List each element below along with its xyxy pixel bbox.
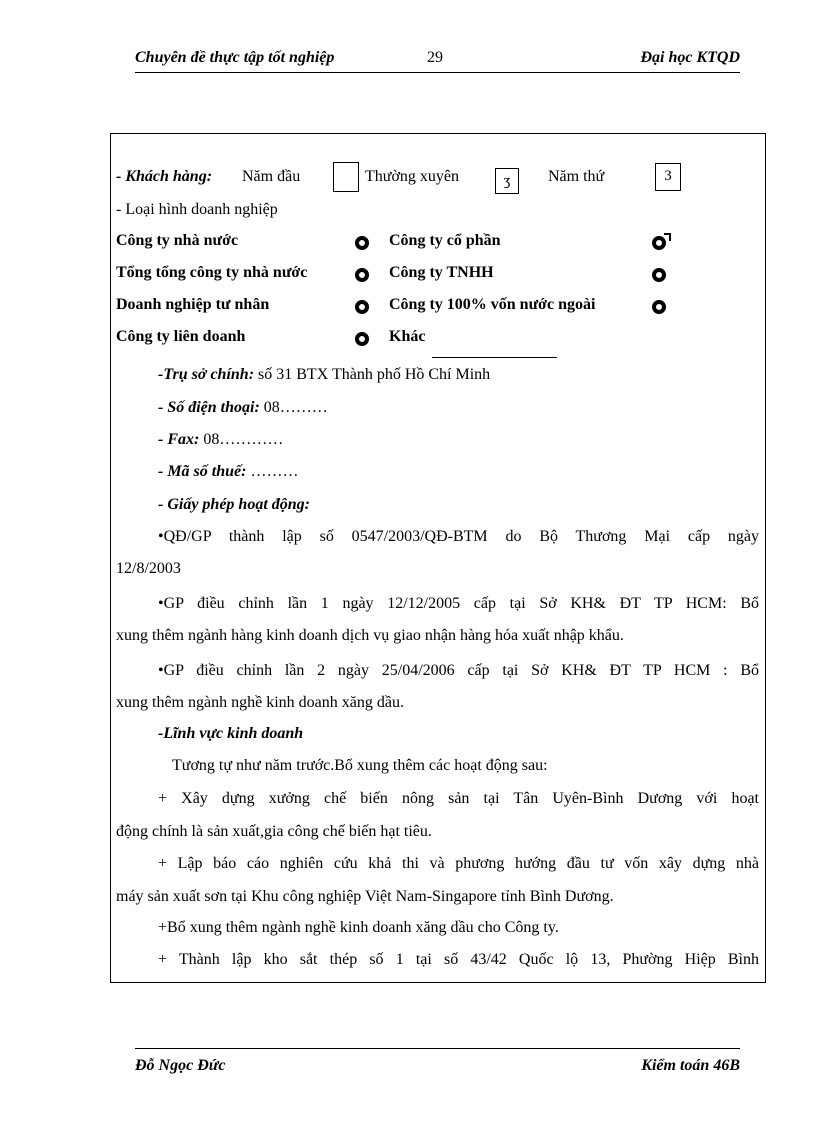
phone-label: - Số điện thoại: — [158, 399, 260, 416]
phone-value: 08……… — [259, 399, 328, 416]
license-3-line-2: xung thêm ngành nghề kinh doanh xăng dầu. — [116, 694, 404, 711]
option-joint-stock: Công ty cổ phần — [389, 232, 501, 249]
business-item-1-line-1: + Xây dựng xưởng chế biến nông sản tại Tân Uyên-Bình Dương với hoạt — [158, 790, 759, 807]
license-1-line-1: •QĐ/GP thành lập số 0547/2003/QĐ-BTM do Bộ Thương Mại cấp ngày — [158, 528, 759, 545]
business-item-2-line-1: + Lập báo cáo nghiên cứu khả thi và phương hướng đầu tư vốn xây dựng nhà — [158, 855, 759, 872]
option-foreign: Công ty 100% vốn nước ngoài — [389, 296, 596, 313]
business-label: -Lĩnh vực kinh doanh — [158, 725, 304, 742]
option-other: Khác — [389, 328, 426, 345]
header-university: Đại học KTQD — [640, 49, 740, 66]
regular-label: Thường xuyên — [365, 168, 460, 185]
business-item-2-line-2: máy sản xuất sơn tại Khu công nghiệp Việt Nam-Singapore tỉnh Bình Dương. — [116, 888, 614, 905]
content-frame — [110, 133, 766, 983]
license-1-line-2: 12/8/2003 — [116, 560, 181, 577]
year-n-box[interactable]: 3 — [655, 163, 681, 191]
radio-llc[interactable] — [652, 268, 666, 282]
hq-line — [158, 366, 490, 384]
customer-label: - Khách hàng: — [116, 168, 213, 185]
check-mark-icon — [664, 233, 671, 241]
page-number: 29 — [427, 49, 443, 66]
footer-class: Kiểm toán 46B — [641, 1057, 740, 1074]
header-title: Chuyên đề thực tập tốt nghiệp — [135, 49, 335, 66]
business-item-4-line-1: + Thành lập kho sắt thép số 1 tại số 43/42 Quốc lộ 13, Phường Hiệp Bình — [158, 951, 759, 968]
business-line — [158, 725, 303, 743]
option-private: Doanh nghiệp tư nhân — [116, 296, 270, 313]
radio-state-company[interactable] — [355, 236, 369, 250]
page-footer — [135, 1048, 740, 1077]
hq-value: số 31 BTX Thành phố Hồ Chí Minh — [254, 366, 491, 383]
business-item-1-line-2: động chính là sản xuất,gia công chế biến hạt tiêu. — [116, 823, 432, 840]
first-year-label: Năm đầu — [242, 168, 301, 185]
tax-line — [158, 463, 298, 481]
option-joint-venture: Công ty liên doanh — [116, 328, 246, 345]
page-header — [135, 46, 740, 73]
option-llc: Công ty TNHH — [389, 264, 494, 281]
radio-state-corporation[interactable] — [355, 268, 369, 282]
option-state-company: Công ty nhà nước — [116, 232, 239, 249]
divider-line — [432, 357, 557, 358]
license-label: - Giấy phép hoạt động: — [158, 496, 310, 513]
license-3-line-1: •GP điều chỉnh lần 2 ngày 25/04/2006 cấp tại Sở KH& ĐT TP HCM : Bổ — [158, 662, 759, 679]
tax-label: - Mã số thuế: — [158, 463, 247, 480]
license-2-line-2: xung thêm ngành hàng kinh doanh dịch vụ giao nhận hàng hóa xuất nhập khẩu. — [116, 627, 624, 644]
radio-joint-venture[interactable] — [355, 332, 369, 346]
license-2-line-1: •GP điều chỉnh lần 1 ngày 12/12/2005 cấp tại Sở KH& ĐT TP HCM: Bổ — [158, 595, 759, 612]
license-line — [158, 496, 310, 514]
business-item-3: +Bổ xung thêm ngành nghề kinh doanh xăng dầu cho Công ty. — [158, 919, 559, 936]
tax-value: ……… — [246, 463, 299, 480]
fax-value: 08………… — [199, 431, 284, 448]
regular-checkbox[interactable]: ʒ — [495, 168, 519, 194]
option-state-corporation: Tổng tổng công ty nhà nước — [116, 264, 308, 281]
fax-label: - Fax: — [158, 431, 200, 448]
phone-line — [158, 399, 328, 417]
hq-label: -Trụ sở chính: — [158, 366, 255, 383]
business-intro: Tương tự như năm trước.Bổ xung thêm các hoạt động sau: — [172, 757, 548, 774]
enterprise-type-label: - Loại hình doanh nghiệp — [116, 201, 278, 218]
radio-foreign[interactable] — [652, 300, 666, 314]
year-n-label: Năm thứ — [548, 168, 605, 185]
radio-private[interactable] — [355, 300, 369, 314]
fax-line — [158, 431, 283, 449]
first-year-checkbox[interactable] — [333, 162, 359, 192]
footer-author: Đỗ Ngọc Đức — [135, 1057, 226, 1074]
